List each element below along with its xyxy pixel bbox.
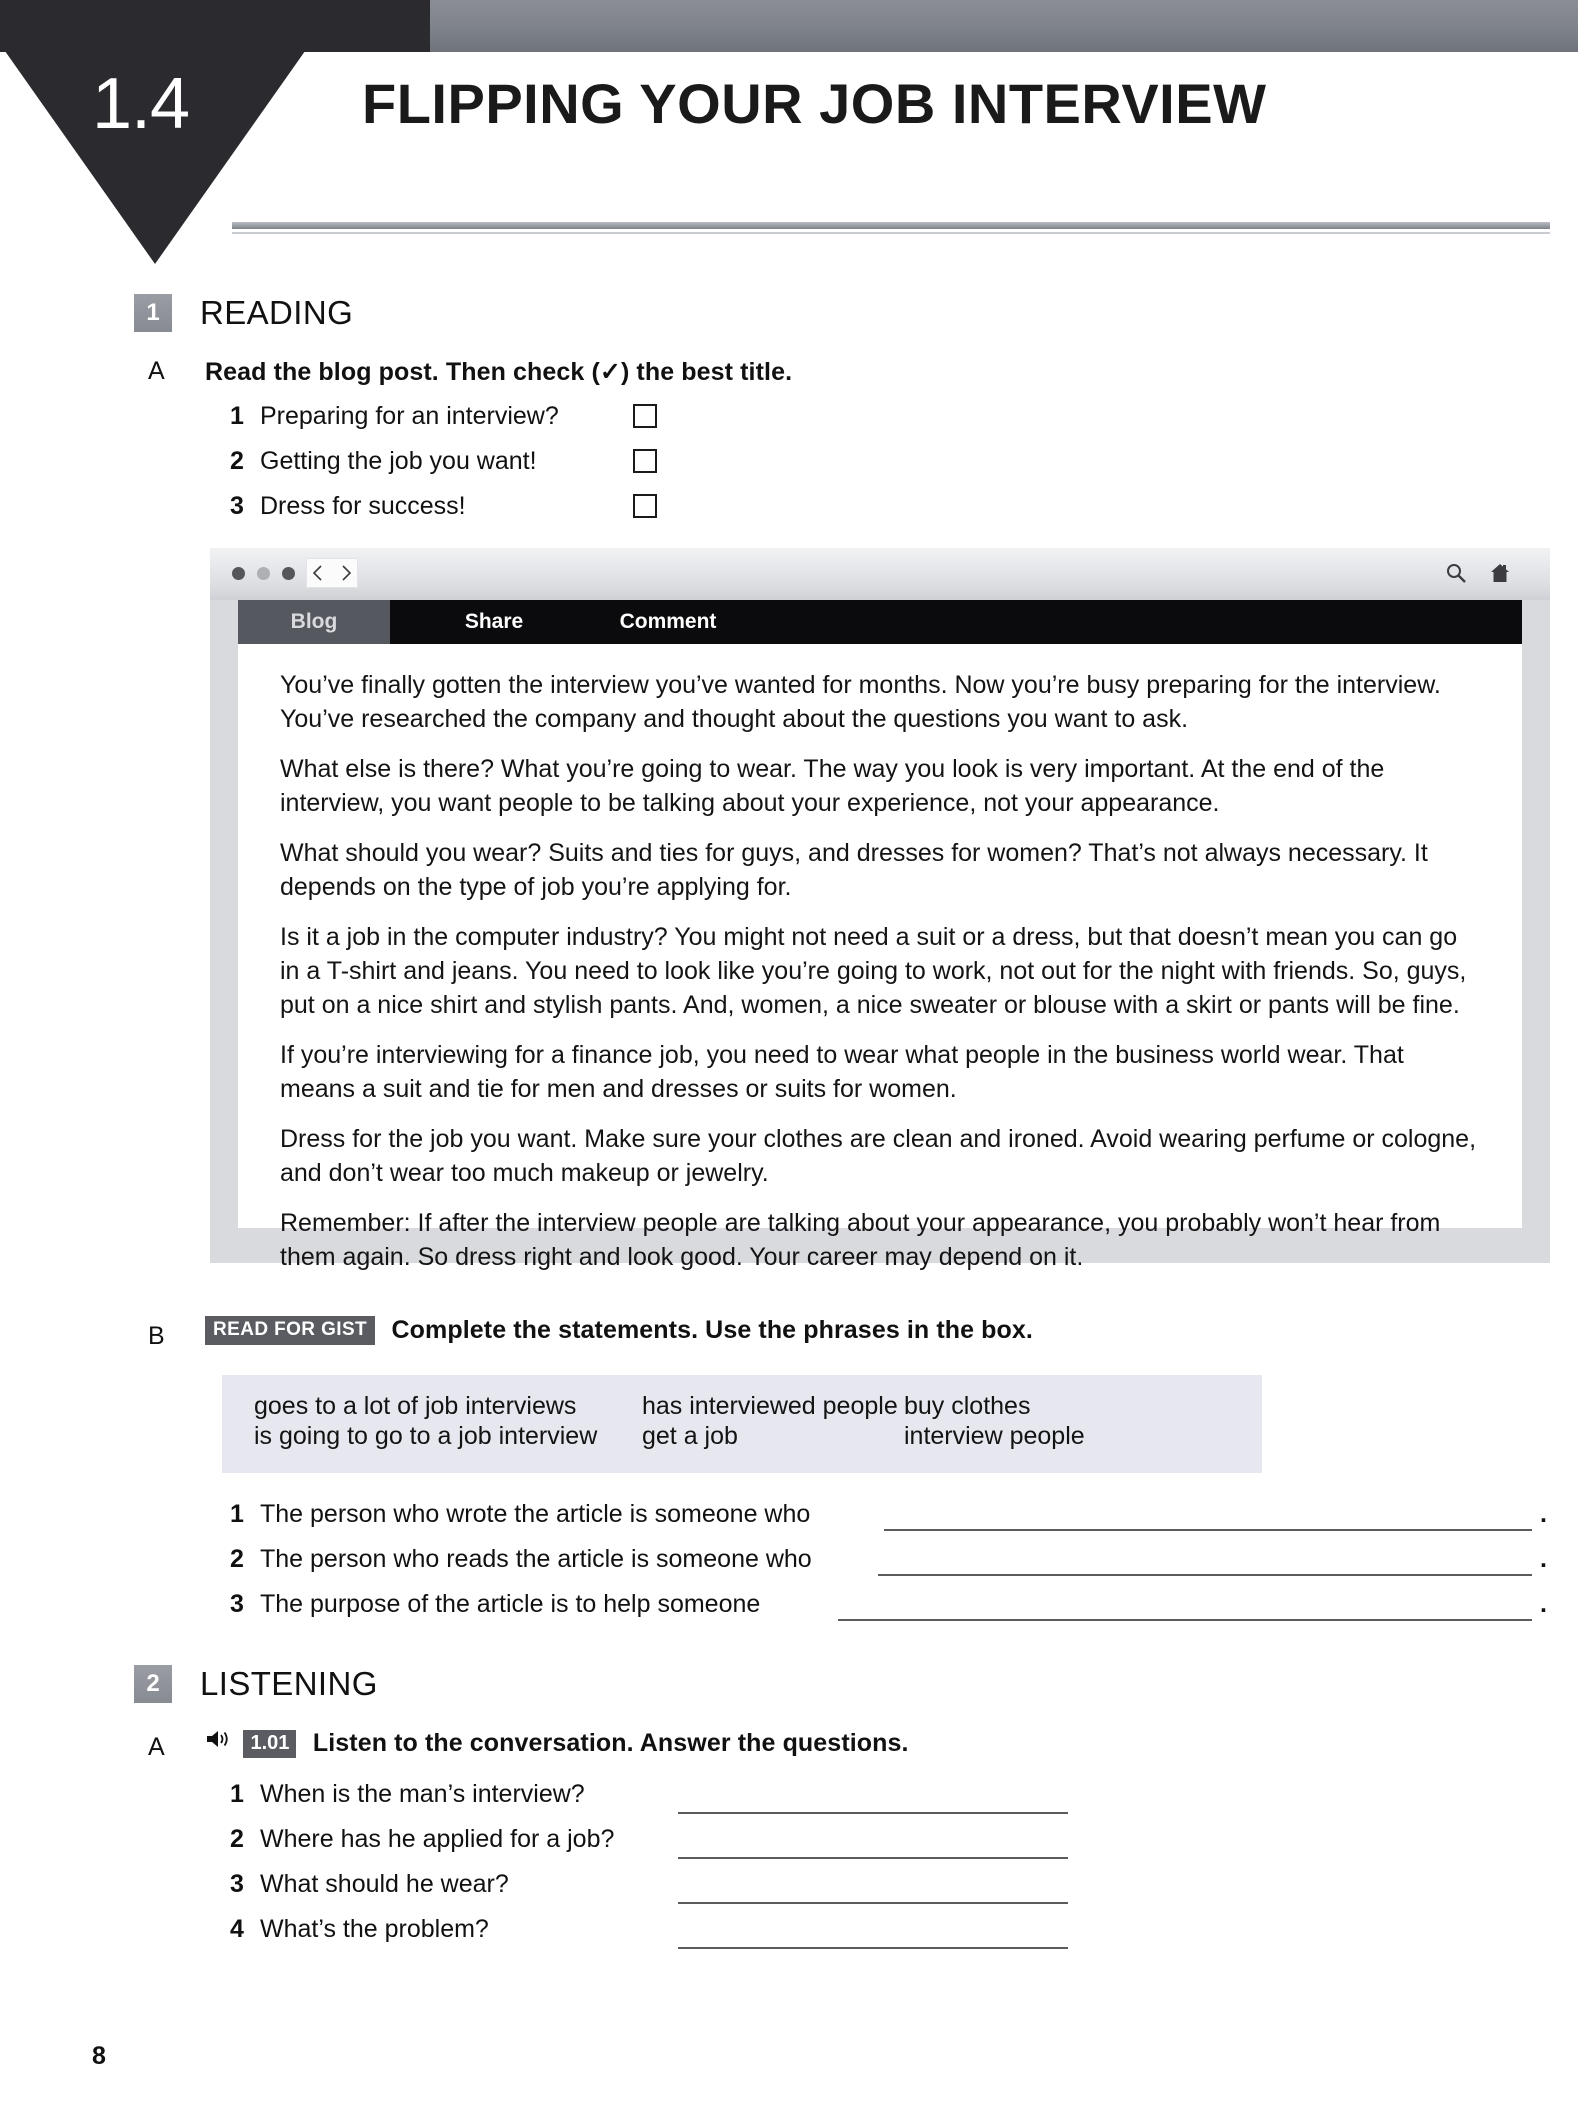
- answer-blank-b2[interactable]: [878, 1574, 1532, 1576]
- item-number: 3: [230, 492, 244, 520]
- list-item: [230, 1500, 810, 1529]
- item-number: 3: [230, 1870, 244, 1898]
- item-label: The purpose of the article is to help someone: [260, 1590, 761, 1618]
- home-icon[interactable]: [1488, 561, 1512, 590]
- phrase-box: [222, 1375, 1262, 1473]
- tab-blog[interactable]: Blog: [238, 600, 390, 644]
- title-checkbox-2[interactable]: [633, 449, 657, 473]
- phrase-item: goes to a lot of job interviews: [254, 1392, 577, 1420]
- exercise-letter-b: B: [148, 1322, 165, 1350]
- answer-blank-l1[interactable]: [678, 1812, 1068, 1814]
- speaker-icon[interactable]: [205, 1738, 235, 1755]
- list-item: [230, 492, 466, 521]
- phrase-item: buy clothes: [904, 1392, 1031, 1420]
- answer-blank-b1[interactable]: [884, 1529, 1532, 1531]
- item-number: 1: [230, 402, 244, 430]
- blog-paragraph: If you’re interviewing for a finance job, you need to wear what people in the business world wear. That means a suit and tie for men and dresses or suits for women.: [280, 1041, 1404, 1103]
- phrase-column-2: [642, 1392, 898, 1451]
- item-label: The person who reads the article is someone who: [260, 1545, 812, 1573]
- list-item: [230, 1590, 760, 1619]
- item-label: What should he wear?: [260, 1870, 509, 1898]
- item-label: Dress for success!: [260, 492, 466, 520]
- item-number: 2: [230, 1545, 244, 1573]
- exercise-instruction-1b: [205, 1316, 1033, 1345]
- item-number: 2: [230, 447, 244, 475]
- list-item: [230, 402, 559, 431]
- answer-blank-l4[interactable]: [678, 1947, 1068, 1949]
- tab-comment[interactable]: Comment: [619, 610, 717, 633]
- phrase-column-3: [904, 1392, 1085, 1451]
- title-checkbox-1[interactable]: [633, 404, 657, 428]
- search-icon[interactable]: [1444, 561, 1468, 590]
- item-number: 1: [230, 1500, 244, 1528]
- list-item: [230, 1780, 585, 1809]
- blog-paragraph: You’ve finally gotten the interview you’ve wanted for months. Now you’re busy preparing for the interview. You’ve researched the company and thought about the questions you want to ask.: [280, 671, 1441, 733]
- item-label: When is the man’s interview?: [260, 1780, 585, 1808]
- blog-paragraph: Is it a job in the computer industry? You might not need a suit or a dress, but that doesn’t mean you can go in a T-shirt and jeans. You need to look like you’re going to work, not out for the night with friends. So, guys, put on a nice shirt and stylish pants. And, women, a nice sweater or blouse with a skirt or pants will be fine.: [280, 923, 1467, 1019]
- blog-nav-bar: [238, 600, 1522, 644]
- answer-blank-l2[interactable]: [678, 1857, 1068, 1859]
- window-close-dot[interactable]: [232, 567, 245, 580]
- statement-period: .: [1540, 1500, 1547, 1528]
- exercise-instruction-2a: [205, 1727, 909, 1758]
- back-forward-arrow-icon: [307, 559, 357, 587]
- answer-blank-b3[interactable]: [838, 1619, 1532, 1621]
- item-label: Getting the job you want!: [260, 447, 537, 475]
- window-minimize-dot[interactable]: [257, 567, 270, 580]
- read-for-gist-chip: READ FOR GIST: [205, 1316, 375, 1345]
- page-number: 8: [92, 2042, 106, 2070]
- title-rule: [232, 222, 1550, 229]
- blog-paragraph: Remember: If after the interview people are talking about your appearance, you probably won’t hear from them again. So dress right and look good. Your career may depend on it.: [280, 1209, 1441, 1271]
- phrase-item: is going to go to a job interview: [254, 1421, 598, 1450]
- title-rule-thin: [232, 232, 1550, 234]
- phrase-item: interview people: [904, 1421, 1085, 1450]
- item-label: Where has he applied for a job?: [260, 1825, 615, 1853]
- blog-paragraph: Dress for the job you want. Make sure your clothes are clean and ironed. Avoid wearing perfume or cologne, and don’t wear too much makeup or jewelry.: [280, 1125, 1477, 1187]
- item-label: The person who wrote the article is someone who: [260, 1500, 811, 1528]
- unit-number: 1.4: [92, 64, 190, 144]
- section-title: READING: [200, 294, 354, 331]
- phrase-item: get a job: [642, 1421, 738, 1450]
- answer-blank-l3[interactable]: [678, 1902, 1068, 1904]
- list-item: [230, 447, 537, 476]
- title-checkbox-3[interactable]: [633, 494, 657, 518]
- item-number: 4: [230, 1915, 244, 1943]
- list-item: [230, 1545, 812, 1574]
- page-title: FLIPPING YOUR JOB INTERVIEW: [362, 72, 1267, 135]
- blog-paragraph: What else is there? What you’re going to wear. The way you look is very important. At the end of the interview, you want people to be talking about your experience, not your appearance.: [280, 755, 1385, 817]
- section-heading-listening: [134, 1665, 378, 1703]
- item-label: What’s the problem?: [260, 1915, 489, 1943]
- section-title: LISTENING: [200, 1665, 378, 1702]
- list-item: [230, 1915, 489, 1944]
- list-item: [230, 1825, 614, 1854]
- instruction-text: Listen to the conversation. Answer the questions.: [312, 1729, 909, 1757]
- exercise-letter-a-listening: A: [148, 1733, 165, 1761]
- section-number-badge: 1: [134, 294, 172, 332]
- blog-post-body: [238, 644, 1522, 1271]
- browser-nav-arrows[interactable]: [306, 558, 358, 588]
- header-band-right-edge: [1578, 0, 1586, 52]
- phrase-item: has interviewed people: [642, 1392, 898, 1420]
- window-maximize-dot[interactable]: [282, 567, 295, 580]
- tab-share[interactable]: Share: [464, 610, 524, 633]
- statement-period: .: [1540, 1545, 1547, 1573]
- blog-browser-window: [210, 548, 1550, 1271]
- instruction-text: Complete the statements. Use the phrases in the box.: [391, 1316, 1033, 1344]
- item-label: Preparing for an interview?: [260, 402, 559, 430]
- item-number: 3: [230, 1590, 244, 1618]
- section-heading-reading: [134, 294, 353, 332]
- statement-period: .: [1540, 1590, 1547, 1618]
- section-number-badge: 2: [134, 1665, 172, 1703]
- blog-paragraph: What should you wear? Suits and ties for guys, and dresses for women? That’s not always necessary. It depends on the type of job you’re applying for.: [280, 839, 1428, 901]
- exercise-letter-a: A: [148, 357, 165, 385]
- phrase-column-1: [254, 1392, 597, 1451]
- list-item: [230, 1870, 509, 1899]
- browser-titlebar: [210, 548, 1550, 600]
- item-number: 2: [230, 1825, 244, 1853]
- exercise-instruction-1a: Read the blog post. Then check (✓) the best title.: [205, 358, 793, 386]
- item-number: 1: [230, 1780, 244, 1808]
- audio-track-badge: 1.01: [243, 1730, 296, 1758]
